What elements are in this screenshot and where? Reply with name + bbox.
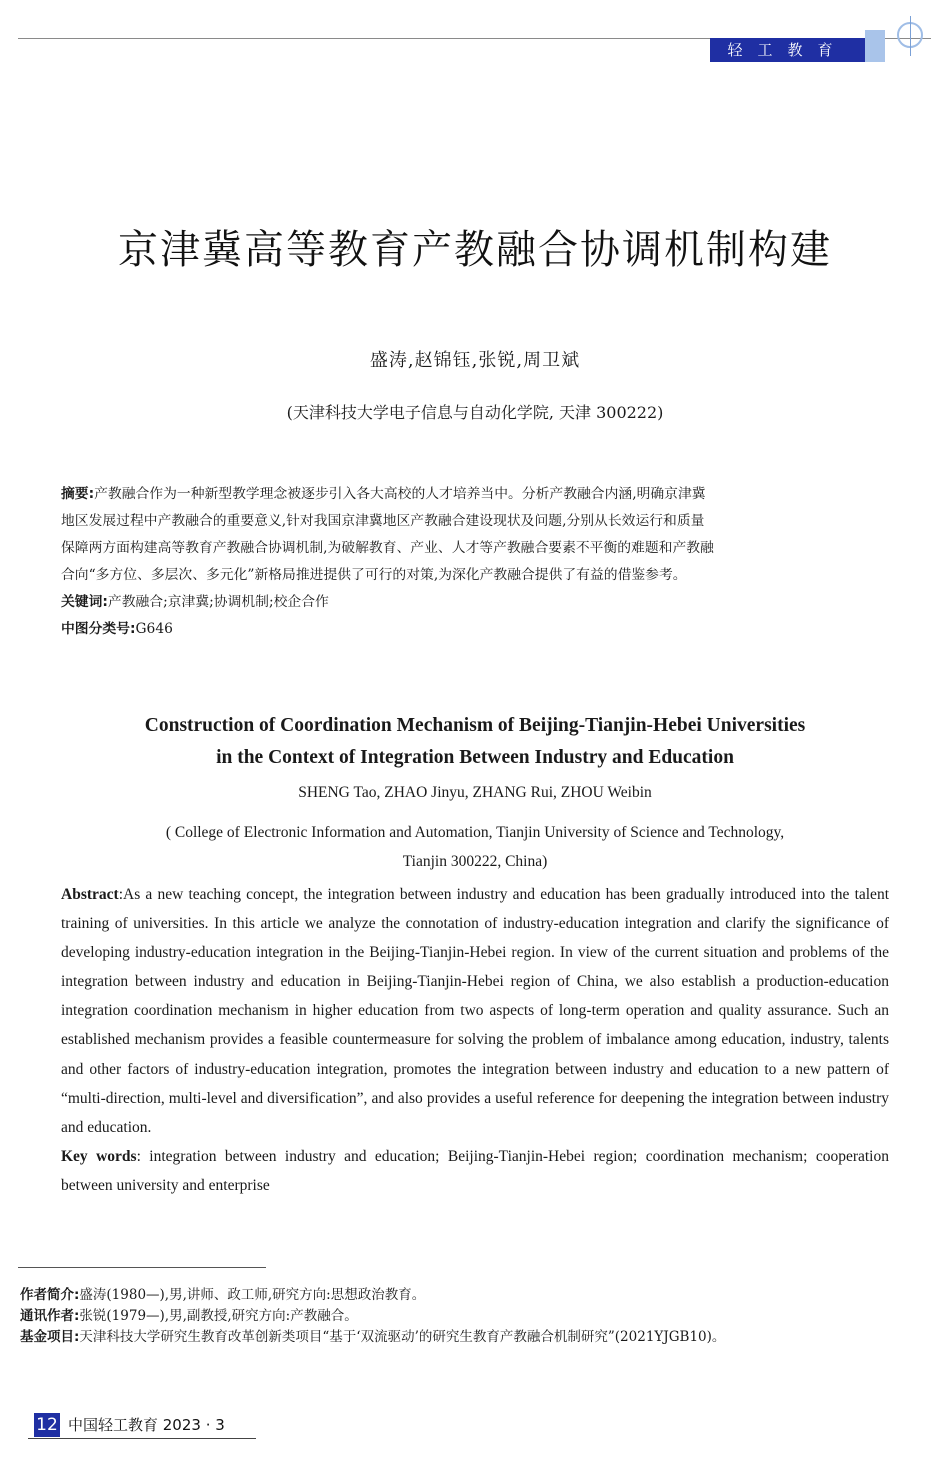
affiliation-en-line: ( College of Electronic Information and Automation, Tianjin University of Science and Technology, [165, 824, 785, 841]
keywords-cn-label: 关键词: [61, 594, 108, 610]
abstract-cn-line: 摘要:产教融合作为一种新型教学理念被逐步引入各大高校的人才培养当中。分析产教融合内涵,明确京津冀 [61, 486, 706, 502]
keywords-en [61, 1142, 889, 1200]
affiliation-en [0, 818, 950, 876]
abstract-cn-label: 摘要: [61, 486, 95, 502]
affiliation-cn: (天津科技大学电子信息与自动化学院, 天津 300222) [286, 403, 664, 422]
article-title-cn: 京津冀高等教育产教融合协调机制构建 [118, 227, 832, 273]
title-en-line: in the Context of Integration Between Industry and Education [216, 747, 734, 768]
abstract-cn [61, 481, 889, 643]
keywords-cn [61, 589, 889, 616]
keywords-cn-text: 产教融合;京津冀;协调机制;校企合作 [107, 594, 329, 610]
abstract-cn-line: 合向“多方位、多层次、多元化”新格局推进提供了可行的对策,为深化产教融合提供了有益的借鉴参考。 [61, 567, 687, 583]
keywords-en-label: Key words [61, 1147, 137, 1165]
abstract-en [61, 880, 889, 1200]
keywords-en-text: : integration between industry and education; Beijing-Tianjin-Hebei region; coordination mechanism; cooperation between university and enterprise [61, 1147, 889, 1194]
title-en-line: Construction of Coordination Mechanism of Beijing-Tianjin-Hebei Universities [144, 715, 806, 736]
footnote-funding: 基金项目:天津科技大学研究生教育改革创新类项目“基于‘双流驱动’的研究生教育产教融合机制研究”(2021YJGB10)。 [20, 1329, 726, 1345]
abstract-en-label: Abstract [61, 886, 119, 903]
clc-text: G646 [135, 621, 173, 637]
affiliation-en-line: Tianjin 300222, China) [402, 853, 548, 870]
footnotes [20, 1285, 940, 1348]
abstract-en-text: :As a new teaching concept, the integration between industry and education has been gradually introduced into the talent training of universities. In this article we analyze the connotation of industry-education integration and clarify the significance of developing industry-education integration in the Beijing-Tianjin-Hebei region. In view of the current situation and problems of the integration between industry and education in Beijing-Tianjin-Hebei region of China, we also establish a production-education integration coordination mechanism in higher education from two aspects of long-term operation and quality assurance. Such an established mechanism provides a feasible countermeasure for solving the problem of imbalance among education, industry, talents and other factors of industry-education integration, promotes the integration between industry and education to a new pattern of “multi-direction, multi-level and diversification”, and also provides a useful reference for deepening the integration between industry and education. [61, 886, 889, 1136]
page-number: 12 [34, 1413, 60, 1437]
footnote-corresponding-author: 通讯作者:张锐(1979—),男,副教授,研究方向:产教融合。 [20, 1308, 358, 1324]
authors-en: SHENG Tao, ZHAO Jinyu, ZHANG Rui, ZHOU Weibin [298, 784, 652, 801]
journal-issue: 中国轻工教育 2023 · 3 [68, 1416, 225, 1434]
footnote-author-bio: 作者简介:盛涛(1980—),男,讲师、政工师,研究方向:思想政治教育。 [20, 1287, 426, 1303]
decorative-block [865, 30, 885, 62]
abstract-en-paragraph [61, 880, 889, 1142]
abstract-cn-line: 地区发展过程中产教融合的重要意义,针对我国京津冀地区产教融合建设现状及问题,分别从长效运行和质量 [61, 513, 705, 529]
abstract-cn-line: 保障两方面构建高等教育产教融合协调机制,为破解教育、产业、人才等产教融合要素不平衡的难题和产教融 [61, 540, 714, 556]
journal-section-tag: 轻工教育 [710, 38, 865, 62]
authors-cn: 盛涛,赵锦钰,张锐,周卫斌 [369, 350, 581, 371]
article-title-en [0, 710, 950, 774]
clc-label: 中图分类号: [61, 621, 136, 637]
corner-ornament-line [910, 16, 911, 56]
clc-number [61, 616, 889, 643]
footer-rule [28, 1438, 256, 1439]
footnote-rule [18, 1267, 266, 1268]
